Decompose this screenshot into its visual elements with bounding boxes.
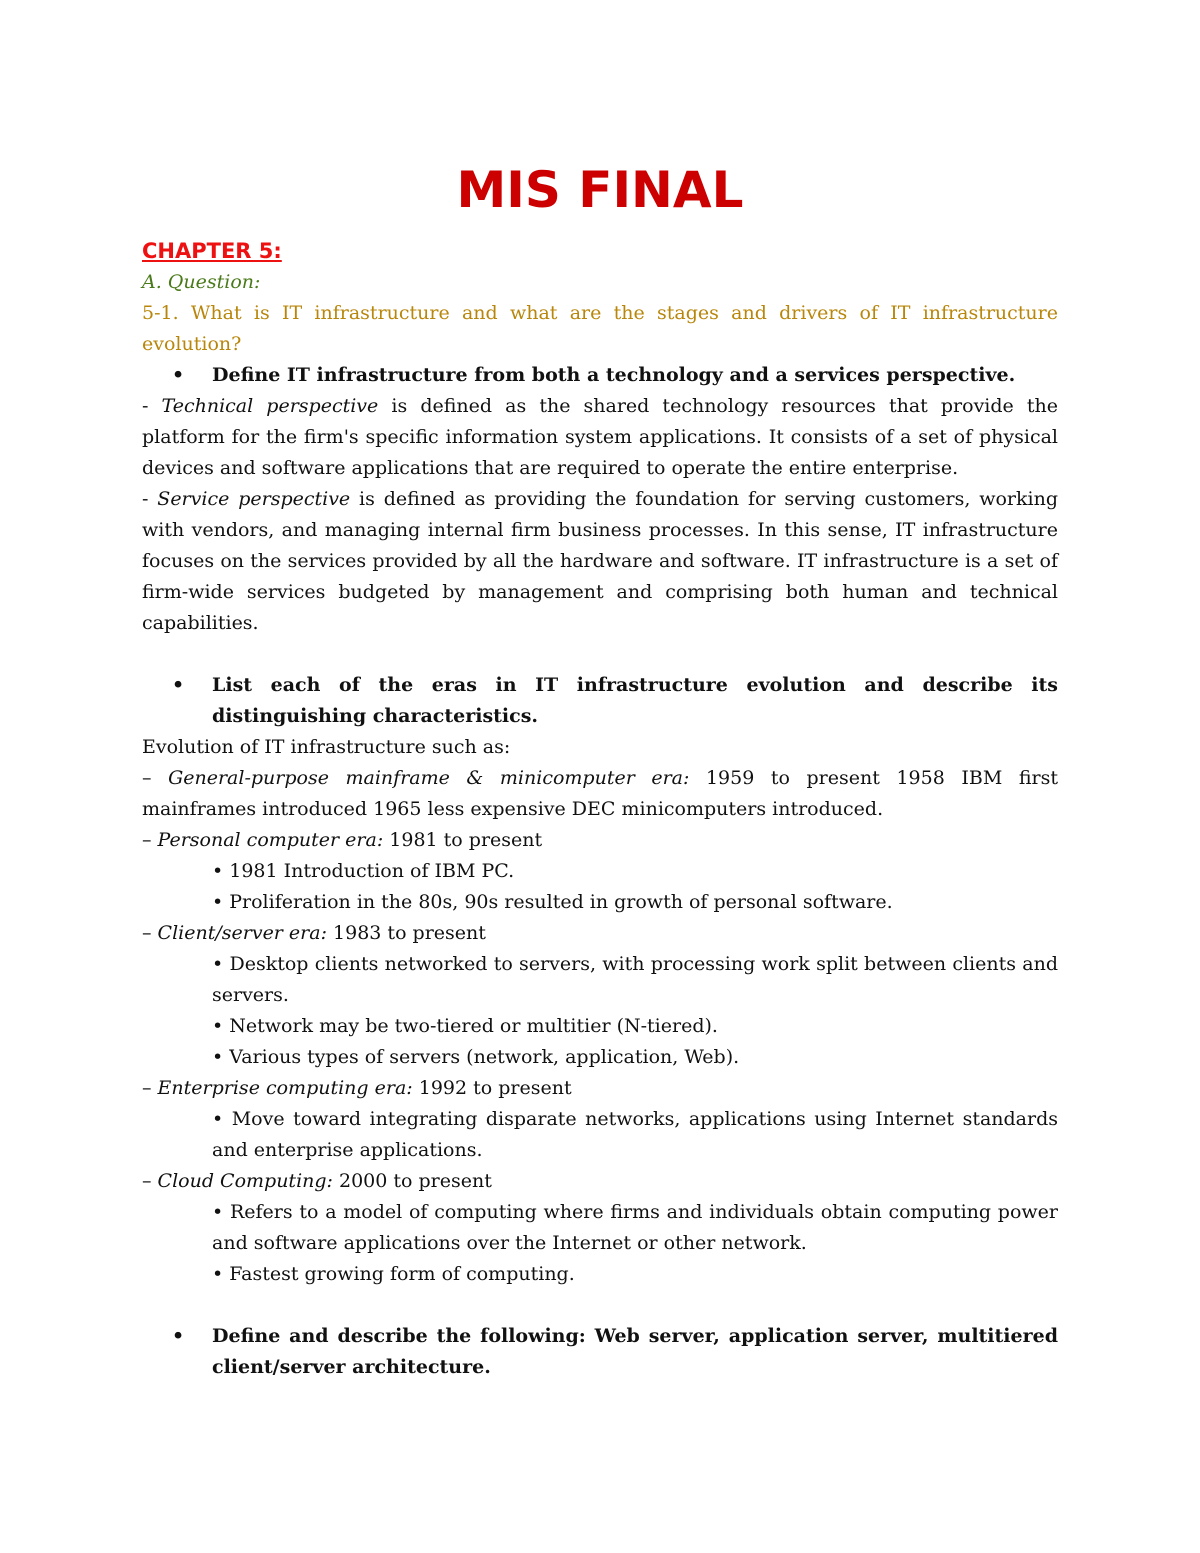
- era-dash: –: [142, 767, 169, 789]
- bullet-icon: •: [172, 1325, 185, 1347]
- bullet-heading-text: Define IT infrastructure from both a technology and a services perspective.: [212, 364, 1016, 386]
- era-point: • Refers to a model of computing where firms and individuals obtain computing power and software applications over the Internet or other network.: [212, 1201, 1058, 1254]
- era-text: 1992 to present: [412, 1077, 572, 1099]
- era-name: Client/server era:: [157, 922, 327, 944]
- era-point: • Fastest growing form of computing.: [212, 1263, 575, 1285]
- era-point: • 1981 Introduction of IBM PC.: [212, 860, 515, 882]
- era-dash: –: [142, 922, 158, 944]
- spacer: [142, 1290, 1058, 1321]
- paragraph-text: is defined as providing the foundation for serving customers, working with vendors, and managing internal firm business processes. In this sense, IT infrastructure focuses on the services provided by all the hardware and software. IT infrastructure is a set of firm-wide services budgeted by management and comprising both human and technical capabilities.: [142, 488, 1059, 634]
- question-text: 5-1. What is IT infrastructure and what are the stages and drivers of IT infrastructure evolution?: [142, 302, 1058, 355]
- evolution-intro: Evolution of IT infrastructure such as:: [142, 736, 511, 758]
- service-perspective-term: Service perspective: [157, 488, 351, 510]
- paragraph-lead: -: [142, 395, 162, 417]
- era-item: [142, 1073, 1058, 1104]
- era-text: 1983 to present: [327, 922, 486, 944]
- era-item: [142, 918, 1058, 949]
- technical-perspective-term: Technical perspective: [161, 395, 379, 417]
- era-dash: –: [142, 1077, 158, 1099]
- bullet-heading-2: [142, 670, 1058, 732]
- page-title: MIS FINAL: [456, 161, 744, 219]
- era-item: [142, 763, 1058, 825]
- era-item: [142, 825, 1058, 856]
- era-name: General-purpose mainframe & minicomputer era:: [168, 767, 690, 789]
- bullet-heading-text: Define and describe the following: Web server, application server, multitiered client/server architecture.: [212, 1325, 1058, 1378]
- chapter-heading: CHAPTER 5:: [142, 239, 282, 263]
- service-perspective-paragraph: [142, 484, 1058, 639]
- technical-perspective-paragraph: [142, 391, 1058, 484]
- era-point: • Desktop clients networked to servers, with processing work split between clients and servers.: [212, 953, 1058, 1006]
- era-text: 1959 to present 1958 IBM first mainframes introduced 1965 less expensive DEC minicomputers introduced.: [142, 767, 1058, 820]
- era-name: Cloud Computing:: [157, 1170, 333, 1192]
- era-point: • Move toward integrating disparate networks, applications using Internet standards and enterprise applications.: [212, 1108, 1058, 1161]
- paragraph-lead: -: [142, 488, 158, 510]
- spacer: [142, 639, 1058, 670]
- paragraph-text: is defined as the shared technology resources that provide the platform for the firm's specific information system applications. It consists of a set of physical devices and software applications that are required to operate the entire enterprise.: [142, 395, 1058, 479]
- bullet-icon: •: [172, 674, 185, 696]
- bullet-icon: •: [172, 364, 185, 386]
- era-name: Enterprise computing era:: [157, 1077, 413, 1099]
- era-name: Personal computer era:: [157, 829, 384, 851]
- era-text: 1981 to present: [383, 829, 543, 851]
- bullet-heading-3: [142, 1321, 1058, 1383]
- era-text: 2000 to present: [332, 1170, 492, 1192]
- era-point: • Various types of servers (network, application, Web).: [212, 1046, 740, 1068]
- era-point: • Proliferation in the 80s, 90s resulted in growth of personal software.: [212, 891, 893, 913]
- era-point: • Network may be two-tiered or multitier (N-tiered).: [212, 1015, 718, 1037]
- era-dash: –: [142, 829, 158, 851]
- document-content: [142, 150, 1058, 1383]
- era-item: [142, 1166, 1058, 1197]
- era-dash: –: [142, 1170, 158, 1192]
- bullet-heading-1: [142, 360, 1058, 391]
- question-label: A. Question:: [142, 271, 261, 293]
- bullet-heading-text: List each of the eras in IT infrastructure evolution and describe its distinguishing characteristics.: [212, 674, 1058, 727]
